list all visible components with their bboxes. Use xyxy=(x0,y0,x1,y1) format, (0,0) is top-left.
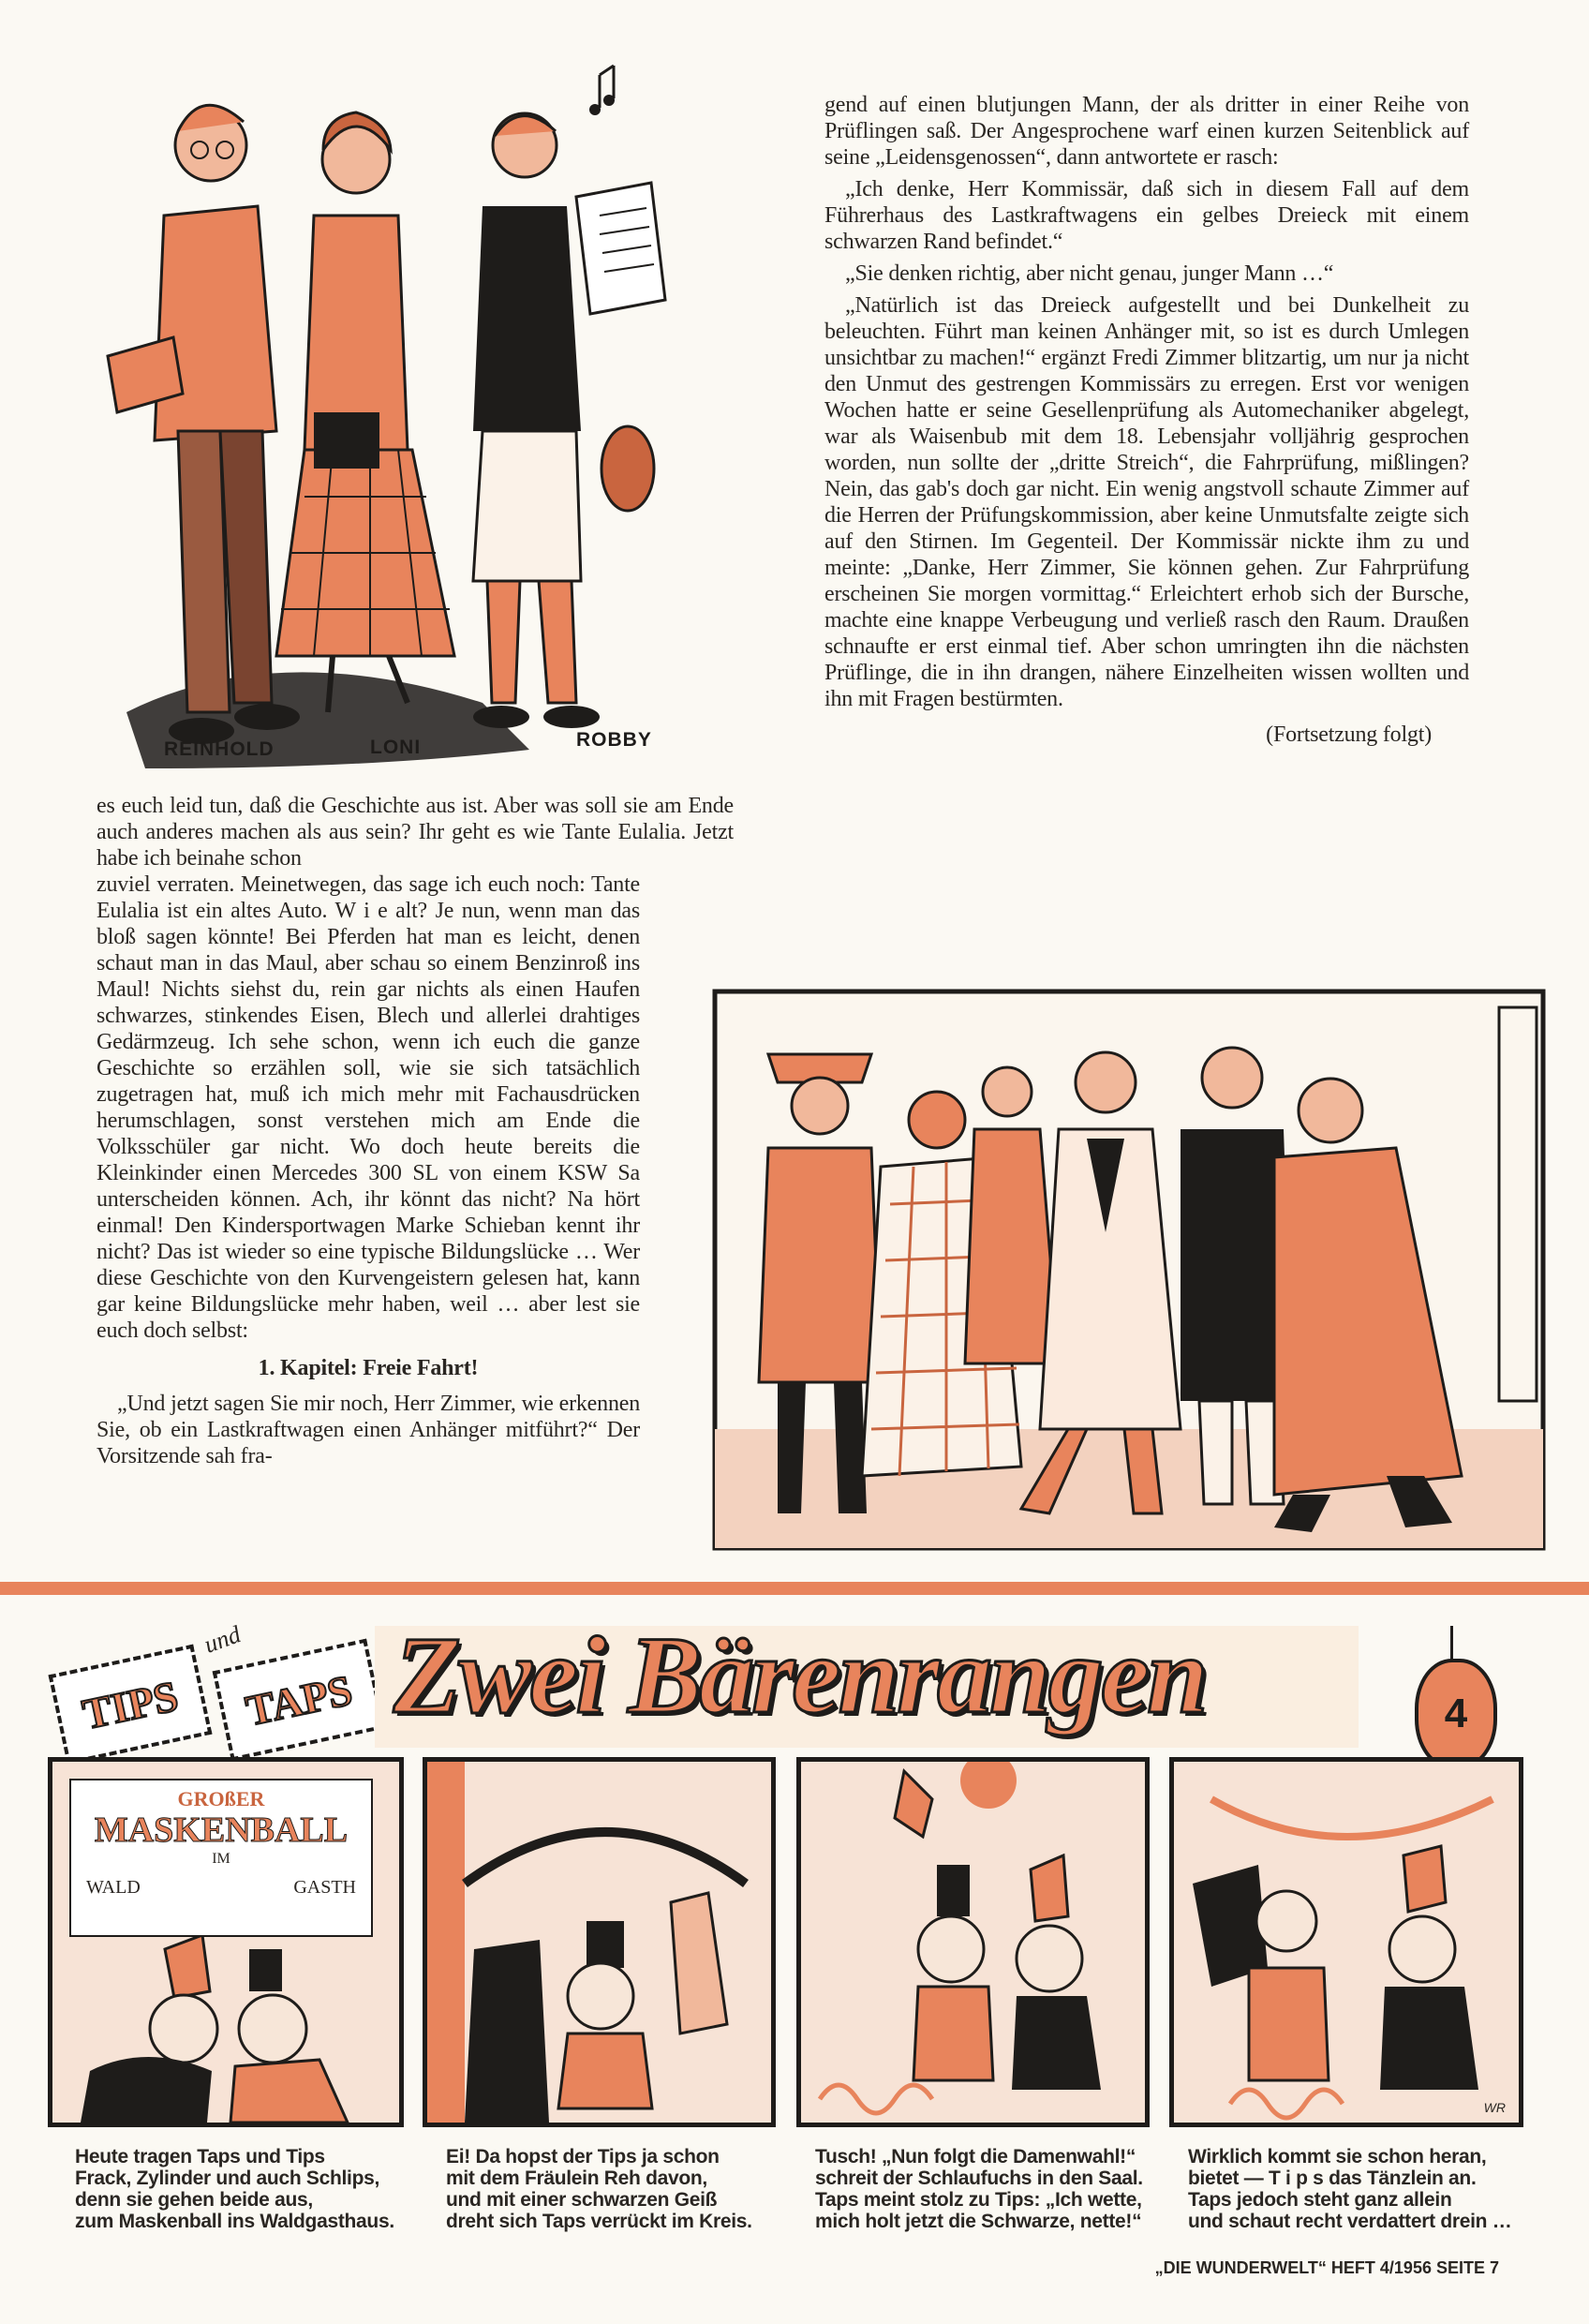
comic-panel-2 xyxy=(423,1757,776,2127)
caption-panel-2: Ei! Da hopst der Tips ja schon mit dem Fräulein Reh davon, und mit einer schwarzen Geiß dreht sich Taps verrückt im Kreis. xyxy=(446,2146,752,2232)
title-und: und xyxy=(200,1620,245,1659)
robby-figure xyxy=(473,66,665,728)
artist-signature: WR xyxy=(1483,2100,1506,2115)
loni-figure xyxy=(276,112,454,712)
caption-panel-4: Wirklich kommt sie schon heran, bietet — T i p s das Tänzlein an. Taps jedoch steht ganz allein und schaut recht verdattert drein … xyxy=(1188,2146,1512,2232)
caption-panel-3: Tusch! „Nun folgt die Damenwahl!“ schreit der Schlaufuchs in den Saal. Taps meint stolz zu Tips: „Ich wette, mich holt jetzt die Schwarze, nette!“ xyxy=(815,2146,1143,2232)
tips-dances-drawing xyxy=(1174,1762,1519,2123)
label-robby: ROBBY xyxy=(576,729,652,751)
poster-bottom-line xyxy=(71,1869,371,1899)
comic-panel-4 xyxy=(1169,1757,1523,2127)
illustration-exam-room xyxy=(712,989,1546,1551)
article-left-column-wide xyxy=(97,793,734,872)
damenwahl-drawing xyxy=(801,1762,1145,2123)
caption-panel-1: Heute tragen Taps und Tips Frack, Zylinder und auch Schlips, denn sie gehen beide aus, zum Maskenball ins Waldgasthaus. xyxy=(75,2146,394,2232)
comic-title-banner xyxy=(47,1607,1546,1757)
episode-lantern xyxy=(1415,1659,1497,1769)
paragraph: gend auf einen blutjungen Mann, der als dritter in einer Reihe von Prüflingen saß. Der Angesprochene warf einen kurzen Seitenblick auf seine „Leidensgenossen“, dann antwortete er rasch: xyxy=(824,93,1469,170)
deer-dance-drawing xyxy=(427,1762,771,2123)
paragraph: „Und jetzt sagen Sie mir noch, Herr Zimmer, wie erkennen Sie, ob ein Lastkraftwagen einen Anhänger mitführt?“ Der Vorsitzende sah fra- xyxy=(97,1392,640,1468)
poster-line: MASKENBALL xyxy=(94,1810,349,1850)
page-footer: „DIE WUNDERWELT“ HEFT 4/1956 SEITE 7 xyxy=(1154,2258,1499,2277)
poster-line: WALD xyxy=(86,1877,141,1898)
title-tips: TIPS xyxy=(78,1671,183,1738)
poster-line: IM xyxy=(212,1851,230,1867)
exam-room-drawing xyxy=(712,989,1546,1551)
comic-panel-3 xyxy=(796,1757,1150,2127)
title-taps: TAPS xyxy=(241,1665,357,1735)
paragraph: zuviel verraten. Meinetwegen, das sage ich euch noch: Tante Eulalia ist ein altes Auto. W i e alt? Je nun, wenn man das bloß sagen könnte! Bei Pferden hat man es leicht, denen schaut man in das Maul, aber schau so einem Benzinroß ins Maul! Nichts siehst du, rein gar nichts als einen Haufen schwarzes, stinkendes Eisen, Blech und allerlei drahtiges Gedärmzeug. Ich sehe schon, wenn ich euch die ganze Geschichte so erzählen soll, wie sie sich tatsächlich zugetragen hat, muß ich mich mehr mit Fachausdrücken herumschlagen, sonst verstehen mich am Ende die Volksschüler gar nicht. Wo doch heute bereits die Kleinkinder einen Mercedes 300 SL von einem KSW Sa unterscheiden können. Ach, ihr könnt das nicht? Na hört einmal! Den Kindersportwagen Marke Schieban kennt ihr nicht? Das ist wieder so eine typische Bildungslücke … Wer diese Geschichte von den Kurvengeistern gelesen hat, kann gar keine Bildungslücke mehr haben, weil … aber lest sie euch doch selbst: xyxy=(97,872,640,1343)
reinhold-figure xyxy=(108,105,300,744)
paragraph: „Sie denken richtig, aber nicht genau, junger Mann …“ xyxy=(845,261,1334,286)
chapter-heading: 1. Kapitel: Freie Fahrt! xyxy=(258,1356,479,1380)
paragraph: „Ich denke, Herr Kommissär, daß sich in diesem Fall auf dem Führerhaus des Lastkraftwagens ein gelbes Dreieck mit einem schwarzen Rand befindet.“ xyxy=(824,177,1469,254)
characters-drawing xyxy=(89,56,745,787)
comic-main-title: Zwei Bärenrangen xyxy=(394,1614,1206,1736)
taps-sign xyxy=(213,1639,386,1762)
label-loni: LONI xyxy=(370,737,422,758)
article-left-column xyxy=(97,872,640,1475)
article-right-column xyxy=(824,92,1469,753)
poster-line: GROßER xyxy=(177,1787,265,1810)
paragraph: „Natürlich ist das Dreieck aufgestellt und bei Dunkelheit zu beleuchten. Führt man keinen Anhänger mit, so ist es durch Umlegen unsichtbar zu machen!“ ergänzt Fredi Zimmer blitzartig, um nur ja nicht den Unmut des gestrengen Kommissärs zu erregen. Erst vor wenigen Wochen hatte er seine Gesellenprüfung als Automechaniker abgelegt, war als Waisenbub mit dem 18. Lebensjahr volljährig gesprochen worden, nun sollte der „dritte Streich“, die Fahrprüfung, mißlingen? Nein, das gab's doch gar nicht. Ein wenig angstvoll schaute Zimmer auf die Herren der Prüfungskommission, aber keine Unmutsfalte zeigte sich auf den Stirnen. Im Gegenteil. Der Kommissär nickte ihm zu und meinte: „Danke, Herr Zimmer, Sie können gehen. Zur Fahrprüfung erscheinen Sie morgen vormittag.“ Erleichtert erhob sich der Bursche, machte eine knappe Verbeugung und verließ rasch den Raum. Draußen schnaufte er erst einmal tief. Aber schon umringten ihn die nächsten Prüflinge, die in ihn drangen, nähere Einzelheiten wissen wollten und ihn mit Fragen bestürmten. xyxy=(824,293,1469,711)
comic-panel-1 xyxy=(48,1757,404,2127)
poster-line: GASTH xyxy=(293,1877,356,1898)
lantern-string xyxy=(1450,1626,1453,1661)
tips-sign xyxy=(49,1645,213,1765)
label-reinhold: REINHOLD xyxy=(164,738,275,760)
illustration-reinhold-loni-robby xyxy=(89,56,745,787)
continuation-note: (Fortsetzung folgt) xyxy=(1266,723,1432,747)
episode-number: 4 xyxy=(1444,1691,1468,1736)
maskenball-poster xyxy=(69,1779,373,1937)
paragraph: es euch leid tun, daß die Geschichte aus ist. Aber was soll sie am Ende auch anderes machen als aus sein? Ihr geht es wie Tante Eulalia. Jetzt habe ich beinahe schon xyxy=(97,794,734,871)
section-divider xyxy=(0,1582,1589,1595)
